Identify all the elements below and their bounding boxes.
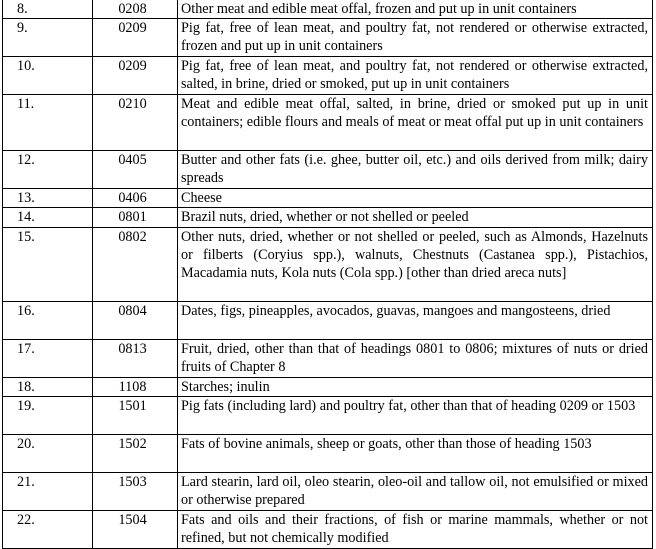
heading-code: 1504 <box>93 510 178 548</box>
serial-number: 13. <box>3 189 93 208</box>
table-row <box>3 208 653 227</box>
table-row <box>3 339 653 377</box>
goods-description: Cheese <box>178 189 653 208</box>
table-row <box>3 510 653 548</box>
serial-number: 21. <box>3 472 93 510</box>
heading-code: 1502 <box>93 434 178 472</box>
heading-code: 0210 <box>93 95 178 151</box>
heading-code: 1503 <box>93 472 178 510</box>
table-row <box>3 189 653 208</box>
table-row <box>3 227 653 301</box>
goods-description: Other meat and edible meat offal, frozen and put up in unit containers <box>178 0 653 19</box>
goods-description: Fruit, dried, other than that of headings 0801 to 0806; mixtures of nuts or dried fruits of Chapter 8 <box>178 339 653 377</box>
tariff-table <box>2 0 653 549</box>
serial-number: 22. <box>3 510 93 548</box>
heading-code: 1108 <box>93 377 178 396</box>
goods-description: Fats and oils and their fractions, of fish or marine mammals, whether or not refined, but not chemically modified <box>178 510 653 548</box>
heading-code: 0813 <box>93 339 178 377</box>
heading-code: 0804 <box>93 301 178 339</box>
table-row <box>3 434 653 472</box>
serial-number: 20. <box>3 434 93 472</box>
heading-code: 0209 <box>93 19 178 57</box>
table-row <box>3 396 653 434</box>
heading-code: 0801 <box>93 208 178 227</box>
heading-code: 0208 <box>93 0 178 19</box>
serial-number: 15. <box>3 227 93 301</box>
heading-code: 0802 <box>93 227 178 301</box>
goods-description: Butter and other fats (i.e. ghee, butter oil, etc.) and oils derived from milk; dairy spreads <box>178 151 653 189</box>
heading-code: 0405 <box>93 151 178 189</box>
serial-number: 12. <box>3 151 93 189</box>
serial-number: 14. <box>3 208 93 227</box>
table-row <box>3 301 653 339</box>
table-row <box>3 151 653 189</box>
table-row <box>3 95 653 151</box>
table-row <box>3 0 653 19</box>
serial-number: 8. <box>3 0 93 19</box>
serial-number: 10. <box>3 57 93 95</box>
table-row <box>3 377 653 396</box>
goods-description: Pig fats (including lard) and poultry fat, other than that of heading 0209 or 1503 <box>178 396 653 434</box>
heading-code: 0209 <box>93 57 178 95</box>
goods-description: Starches; inulin <box>178 377 653 396</box>
goods-description: Dates, figs, pineapples, avocados, guavas, mangoes and mangosteens, dried <box>178 301 653 339</box>
serial-number: 17. <box>3 339 93 377</box>
goods-description: Other nuts, dried, whether or not shelled or peeled, such as Almonds, Hazelnuts or filberts (Coryius spp.), walnuts, Chestnuts (Castanea spp.), Pistachios, Macadamia nuts, Kola nuts (Cola spp.) [other than dried areca nuts] <box>178 227 653 301</box>
table-row <box>3 57 653 95</box>
serial-number: 18. <box>3 377 93 396</box>
serial-number: 11. <box>3 95 93 151</box>
table-row <box>3 19 653 57</box>
serial-number: 9. <box>3 19 93 57</box>
serial-number: 16. <box>3 301 93 339</box>
table-row <box>3 472 653 510</box>
goods-description: Brazil nuts, dried, whether or not shelled or peeled <box>178 208 653 227</box>
goods-description: Pig fat, free of lean meat, and poultry fat, not rendered or otherwise extracted, salted, in brine, dried or smoked, put up in unit containers <box>178 57 653 95</box>
goods-description: Lard stearin, lard oil, oleo stearin, oleo-oil and tallow oil, not emulsified or mixed or otherwise prepared <box>178 472 653 510</box>
goods-description: Fats of bovine animals, sheep or goats, other than those of heading 1503 <box>178 434 653 472</box>
serial-number: 19. <box>3 396 93 434</box>
heading-code: 0406 <box>93 189 178 208</box>
goods-description: Meat and edible meat offal, salted, in brine, dried or smoked put up in unit containers; edible flours and meals of meat or meat offal put up in unit containers <box>178 95 653 151</box>
heading-code: 1501 <box>93 396 178 434</box>
goods-description: Pig fat, free of lean meat, and poultry fat, not rendered or otherwise extracted, frozen and put up in unit containers <box>178 19 653 57</box>
